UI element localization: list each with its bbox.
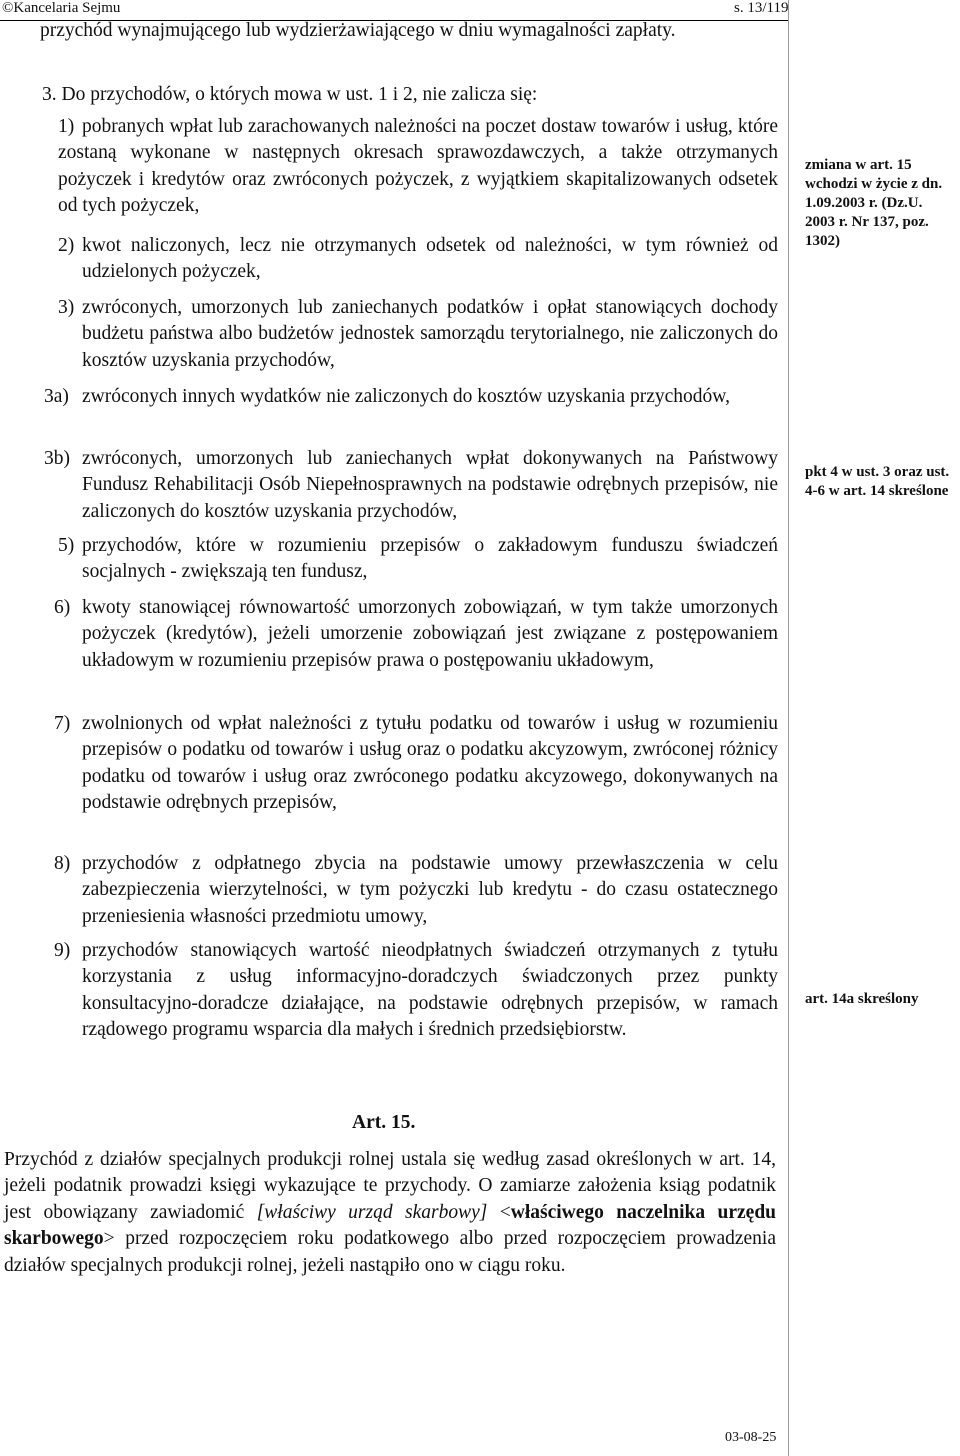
side-note-art14a: art. 14a skreślony bbox=[805, 991, 919, 1007]
item-label: 2) bbox=[58, 235, 75, 256]
article-heading: Art. 15. bbox=[352, 1112, 416, 1133]
item-text: zwolnionych od wpłat należności z tytułu podatku od towarów i usług w rozumieniu przepisów o podatku od towarów i usług oraz o podatku akcyzowym, zwróconej różnicy podatku od towarów i usług oraz zwróconego podatku akcyzowego, dokonywanych na podstawie odrębnych przepisów, bbox=[82, 713, 778, 814]
side-note-repealed: pkt 4 w ust. 3 oraz ust. 4-6 w art. 14 skreślone bbox=[805, 464, 950, 499]
header-page-number: s. 13/119 bbox=[734, 0, 789, 16]
item-label: 7) bbox=[54, 713, 71, 734]
item-text: przychodów z odpłatnego zbycia na podstawie umowy przewłaszczenia w celu zabezpieczenia wierzytelności, w tym pożyczki lub kredytu - do czasu ostatecznego przeniesienia własności przedmiotu umowy, bbox=[82, 853, 778, 927]
paragraph-3: 3. Do przychodów, o których mowa w ust. 1 i 2, nie zalicza się: bbox=[42, 84, 538, 105]
intro-paragraph: przychód wynajmującego lub wydzierżawiającego w dniu wymagalności zapłaty. bbox=[40, 20, 676, 41]
item-text: zwróconych innych wydatków nie zaliczonych do kosztów uzyskania przychodów, bbox=[82, 386, 730, 407]
art15-bracket: < bbox=[487, 1201, 511, 1223]
item-label: 3a) bbox=[44, 386, 69, 407]
item-text: pobranych wpłat lub zarachowanych należności na poczet dostaw towarów i usług, które zostaną wykonane w następnych okresach sprawozdawczych, a także otrzymanych pożyczek i kredytów oraz zwróconych pożyczek, z wyjątkiem skapitalizowanych odsetek od tych pożyczek, bbox=[58, 116, 778, 217]
art15-text-1: Przychód z działów specjalnych produkcji rolnej ustala się według zasad określonych w art. 14, jeżeli podatnik prowadzi księgi wykazujące te przychody. O zamiarze założenia ksiąg podatnik jest obowiązany zawiadomić bbox=[4, 1149, 776, 1223]
item-label: 9) bbox=[54, 940, 71, 961]
item-text: kwoty stanowiącej równowartość umorzonych zobowiązań, w tym także umorzonych pożyczek (kredytów), jeżeli umorzenie zobowiązań jest związane z postępowaniem układowym w rozumieniu przepisów prawa o postępowaniu układowym, bbox=[82, 597, 778, 671]
item-text: przychodów, które w rozumieniu przepisów o zakładowym funduszu świadczeń socjalnych - zwiększają ten fundusz, bbox=[82, 535, 778, 583]
item-text: przychodów stanowiących wartość nieodpłatnych świadczeń otrzymanych z tytułu korzystania z usług informacyjno-doradczych świadczonych przez punkty konsultacyjno-doradcze działające, na podstawie odrębnych przepisów, w ramach rządowego programu wsparcia dla małych i średnich przedsiębiorstw. bbox=[82, 940, 778, 1041]
item-label: 3b) bbox=[44, 448, 70, 469]
item-label: 6) bbox=[54, 597, 71, 618]
margin-divider bbox=[788, 0, 789, 1456]
art15-new-wording: właściwego naczelnika urzędu skarbowego bbox=[4, 1201, 777, 1250]
art15-text-2: > przed rozpoczęciem roku podatkowego albo przed rozpoczęciem prowadzenia działów specjalnych produkcji rolnej, jeżeli nastąpiło ono w ciągu roku. bbox=[4, 1228, 776, 1276]
footer-date: 03-08-25 bbox=[725, 1430, 777, 1445]
article-15-paragraph bbox=[4, 1147, 776, 1279]
item-label: 8) bbox=[54, 853, 71, 874]
art15-old-wording: [właściwy urząd skarbowy] bbox=[256, 1201, 488, 1223]
item-label: 3) bbox=[58, 297, 75, 318]
item-label: 5) bbox=[58, 535, 75, 556]
item-text: kwot naliczonych, lecz nie otrzymanych odsetek od należności, w tym również od udzielonych pożyczek, bbox=[82, 235, 778, 283]
item-text: zwróconych, umorzonych lub zaniechanych podatków i opłat stanowiących dochody budżetu państwa albo budżetów jednostek samorządu terytorialnego, nie zaliczonych do kosztów uzyskania przychodów, bbox=[82, 297, 778, 371]
side-note-amendment: zmiana w art. 15 wchodzi w życie z dn. 1.09.2003 r. (Dz.U. 2003 r. Nr 137, poz. 1302) bbox=[805, 157, 943, 249]
header-source: ©Kancelaria Sejmu bbox=[2, 0, 121, 16]
item-label: 1) bbox=[58, 116, 75, 137]
item-text: zwróconych, umorzonych lub zaniechanych wpłat dokonywanych na Państwowy Fundusz Rehabilitacji Osób Niepełnosprawnych na podstawie odrębnych przepisów, nie zaliczonych do kosztów uzyskania przychodów, bbox=[82, 448, 778, 522]
